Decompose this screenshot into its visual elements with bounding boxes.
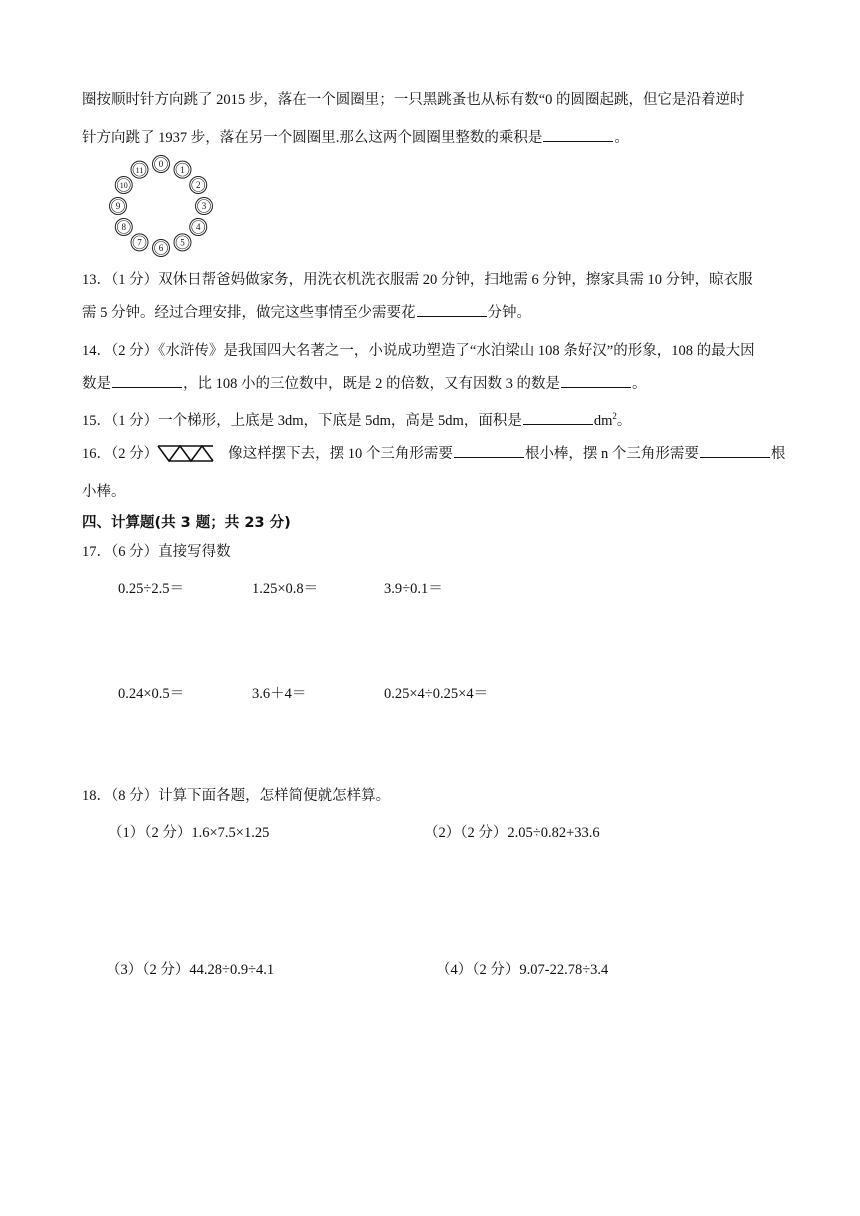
number-circle-ring	[100, 152, 222, 260]
q12-line2-end: 。	[614, 130, 629, 146]
q17-expr-6: 0.25×4÷0.25×4＝	[384, 686, 489, 702]
ring-circle-4	[190, 219, 207, 236]
ring-circle-3	[196, 198, 213, 215]
q18-item-1: （1）（2 分）1.6×7.5×1.25	[108, 825, 270, 841]
q16-text-b: 根小棒，摆 n 个三角形需要	[524, 446, 699, 462]
ring-circle-label: 7	[137, 237, 142, 248]
ring-circle-11	[131, 161, 148, 178]
ring-circle-0	[153, 156, 170, 173]
q15-unit-sup: 2	[612, 411, 617, 421]
q17-expr-2: 1.25×0.8＝	[252, 581, 319, 597]
q13-line1: 13．（1 分）双休日帮爸妈做家务，用洗衣机洗衣服需 20 分钟，扫地需 6 分钟，擦家具需 10 分钟，晾衣服	[82, 272, 753, 288]
q16-text-a: 像这样摆下去，摆 10 个三角形需要	[228, 446, 453, 462]
q14-line2b: ，比 108 小的三位数中，既是 2 的倍数，又有因数 3 的数是	[183, 376, 560, 392]
triangle-sticks-figure	[156, 445, 216, 463]
ring-circle-10	[115, 177, 132, 194]
ring-circle-8	[115, 219, 132, 236]
q18-title: 18．（8 分）计算下面各题，怎样简便就怎样算。	[82, 788, 391, 804]
ring-circle-label: 8	[121, 222, 127, 233]
ring-circle-2	[190, 177, 207, 194]
ring-circle-label: 3	[201, 201, 207, 212]
q13-answer-blank[interactable]	[417, 302, 487, 317]
ring-circle-7	[131, 234, 148, 251]
q15-unit: dm	[593, 412, 613, 429]
q17-expr-4: 0.24×0.5＝	[118, 686, 185, 702]
ring-circle-5	[174, 234, 191, 251]
ring-circle-label: 9	[115, 201, 121, 212]
q12-answer-blank[interactable]	[543, 127, 613, 142]
ring-circle-label: 2	[195, 180, 201, 191]
q16-line2: 小棒。	[82, 484, 126, 500]
q14-line2	[82, 373, 647, 394]
q14-answer-blank-1[interactable]	[112, 373, 182, 388]
q14-line2-end: 。	[632, 376, 647, 392]
q12-line2	[82, 127, 629, 148]
q18-item-3: （3）（2 分）44.28÷0.9÷4.1	[106, 962, 275, 978]
q18-item-2: （2）（2 分）2.05÷0.82+33.6	[424, 825, 600, 841]
q16-prefix: 16．（2 分）	[82, 446, 159, 462]
q13-line2	[82, 302, 531, 323]
ring-circle-label: 4	[195, 222, 201, 233]
q15-answer-blank[interactable]	[523, 410, 593, 425]
ring-circle-label: 6	[158, 243, 164, 254]
ring-circle-1	[174, 161, 191, 178]
q17-title: 17．（6 分）直接写得数	[82, 544, 231, 560]
q18-item-4: （4）（2 分）9.07-22.78÷3.4	[436, 962, 609, 978]
q14-answer-blank-2[interactable]	[561, 373, 631, 388]
q15-line	[82, 406, 631, 431]
ring-circle-label: 1	[180, 164, 185, 175]
ring-circle-9	[110, 198, 127, 215]
ring-circle-label: 5	[180, 237, 185, 248]
q17-expr-1: 0.25÷2.5＝	[118, 581, 184, 597]
ring-circle-6	[153, 240, 170, 257]
q16-text-c: 根	[770, 446, 786, 462]
q12-line1: 圈按顺时针方向跳了 2015 步，落在一个圆圈里；一只黑跳蚤也从标有数“0 的圆圈起跳，但它是沿着逆时	[82, 92, 745, 108]
ring-circle-label: 11	[135, 165, 144, 175]
q14-line1: 14．（2 分）《水浒传》是我国四大名著之一，小说成功塑造了“水泊梁山 108 条好汉”的形象，108 的最大因	[82, 343, 755, 359]
q16-answer-blank-1[interactable]	[454, 443, 524, 458]
section-4-heading: 四、计算题(共 3 题；共 23 分)	[82, 515, 291, 531]
q13-line2-text: 需 5 分钟。经过合理安排，做完这些事情至少需要花	[82, 305, 416, 321]
q16-answer-blank-2[interactable]	[700, 443, 770, 458]
q17-expr-3: 3.9÷0.1＝	[384, 581, 443, 597]
q13-line2-end: 分钟。	[487, 305, 531, 321]
ring-circle-label: 0	[158, 159, 164, 170]
q12-line2-text: 针方向跳了 1937 步，落在另一个圆圈里.那么这两个圆圈里整数的乘积是	[82, 130, 543, 146]
q15-end: 。	[616, 412, 632, 429]
q15-text: 15．（1 分）一个梯形，上底是 3dm，下底是 5dm，高是 5dm，面积是	[82, 412, 522, 429]
q17-expr-5: 3.6＋4＝	[252, 686, 307, 702]
ring-circle-label: 10	[119, 181, 128, 191]
q14-line2a: 数是	[82, 376, 111, 392]
